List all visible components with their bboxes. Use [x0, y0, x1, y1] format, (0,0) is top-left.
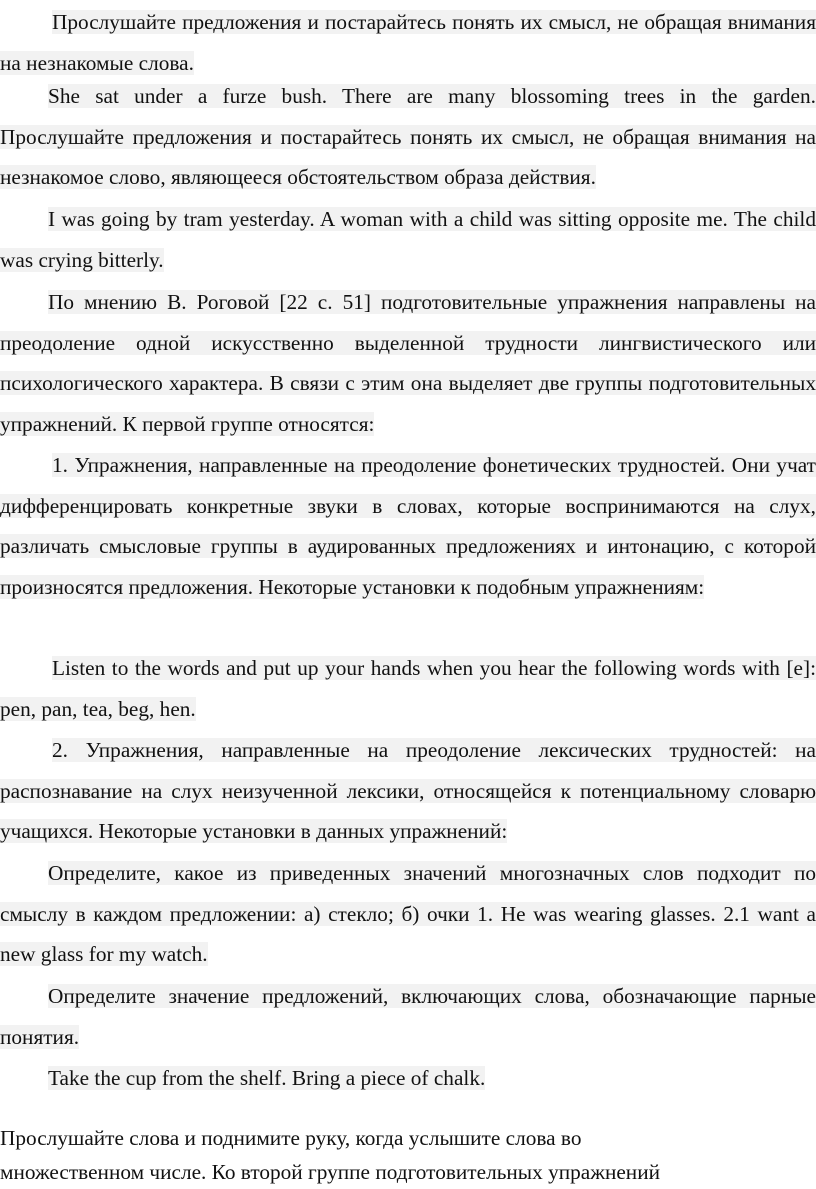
paragraph-text: Listen to the words and put up your hands when you hear the following words with [e]: pen, pan, tea, beg, hen. [0, 656, 816, 721]
paragraph-text: She sat under a furze bush. There are many blossoming trees in the garden. Прослушайте предложения и постарайтесь понять их смысл, не обращая внимания на незнакомое слово, являющееся обстоятельством образа действия. [0, 84, 816, 190]
paragraph-text: Определите, какое из приведенных значений многозначных слов подходит по смыслу в каждом предложении: а) стекло; б) очки 1. He was wearing glasses. 2.1 want a new glass for my watch. [0, 861, 816, 967]
paragraph-furze-bush [0, 76, 816, 198]
paragraph-text: По мнению В. Роговой [22 с. 51] подготовительные упражнения направлены на преодоление одной искусственно выделенной трудности лингвистического или психологического характера. В связи с этим она выделяет две группы подготовительных упражнений. К первой группе относятся: [0, 290, 816, 437]
paragraph-paired-concepts [0, 976, 816, 1057]
paragraph-cup-example [0, 1058, 816, 1099]
paragraph-plural-words [0, 1121, 700, 1189]
paragraph-phonetic-exercises [0, 445, 816, 608]
paragraph-text: Take the cup from the shelf. Bring a piece of chalk. [48, 1066, 486, 1090]
paragraph-rogova-opinion [0, 282, 816, 445]
paragraph-text: Определите значение предложений, включающих слова, обозначающие парные понятия. [0, 984, 816, 1049]
paragraph-text: Прослушайте предложения и постарайтесь понять их смысл, не обращая внимания на незнакомые слова. [0, 10, 816, 75]
paragraph-listen-instruction [0, 2, 816, 83]
paragraph-text: I was going by tram yesterday. A woman with a child was sitting opposite me. The child was crying bitterly. [0, 207, 816, 272]
paragraph-text: 2. Упражнения, направленные на преодоление лексических трудностей: на распознавание на слух неизученной лексики, относящейся к потенциальному словарю учащихся. Некоторые установки в данных упражнений: [0, 738, 816, 844]
paragraph-text: Прослушайте слова и поднимите руку, когда услышите слова во множественном числе. Ко второй группе подготовительных упражнений [0, 1126, 660, 1185]
paragraph-text: 1. Упражнения, направленные на преодоление фонетических трудностей. Они учат дифференцировать конкретные звуки в словах, которые воспринимаются на слух, различать смысловые группы в аудированных предложениях и интонацию, с которой произносятся предложения. Некоторые установки к подобным упражнениям: [0, 453, 816, 600]
paragraph-listen-words [0, 648, 816, 729]
paragraph-tram-example [0, 199, 816, 280]
paragraph-lexical-exercises [0, 730, 816, 852]
paragraph-polysemous-words [0, 853, 816, 975]
